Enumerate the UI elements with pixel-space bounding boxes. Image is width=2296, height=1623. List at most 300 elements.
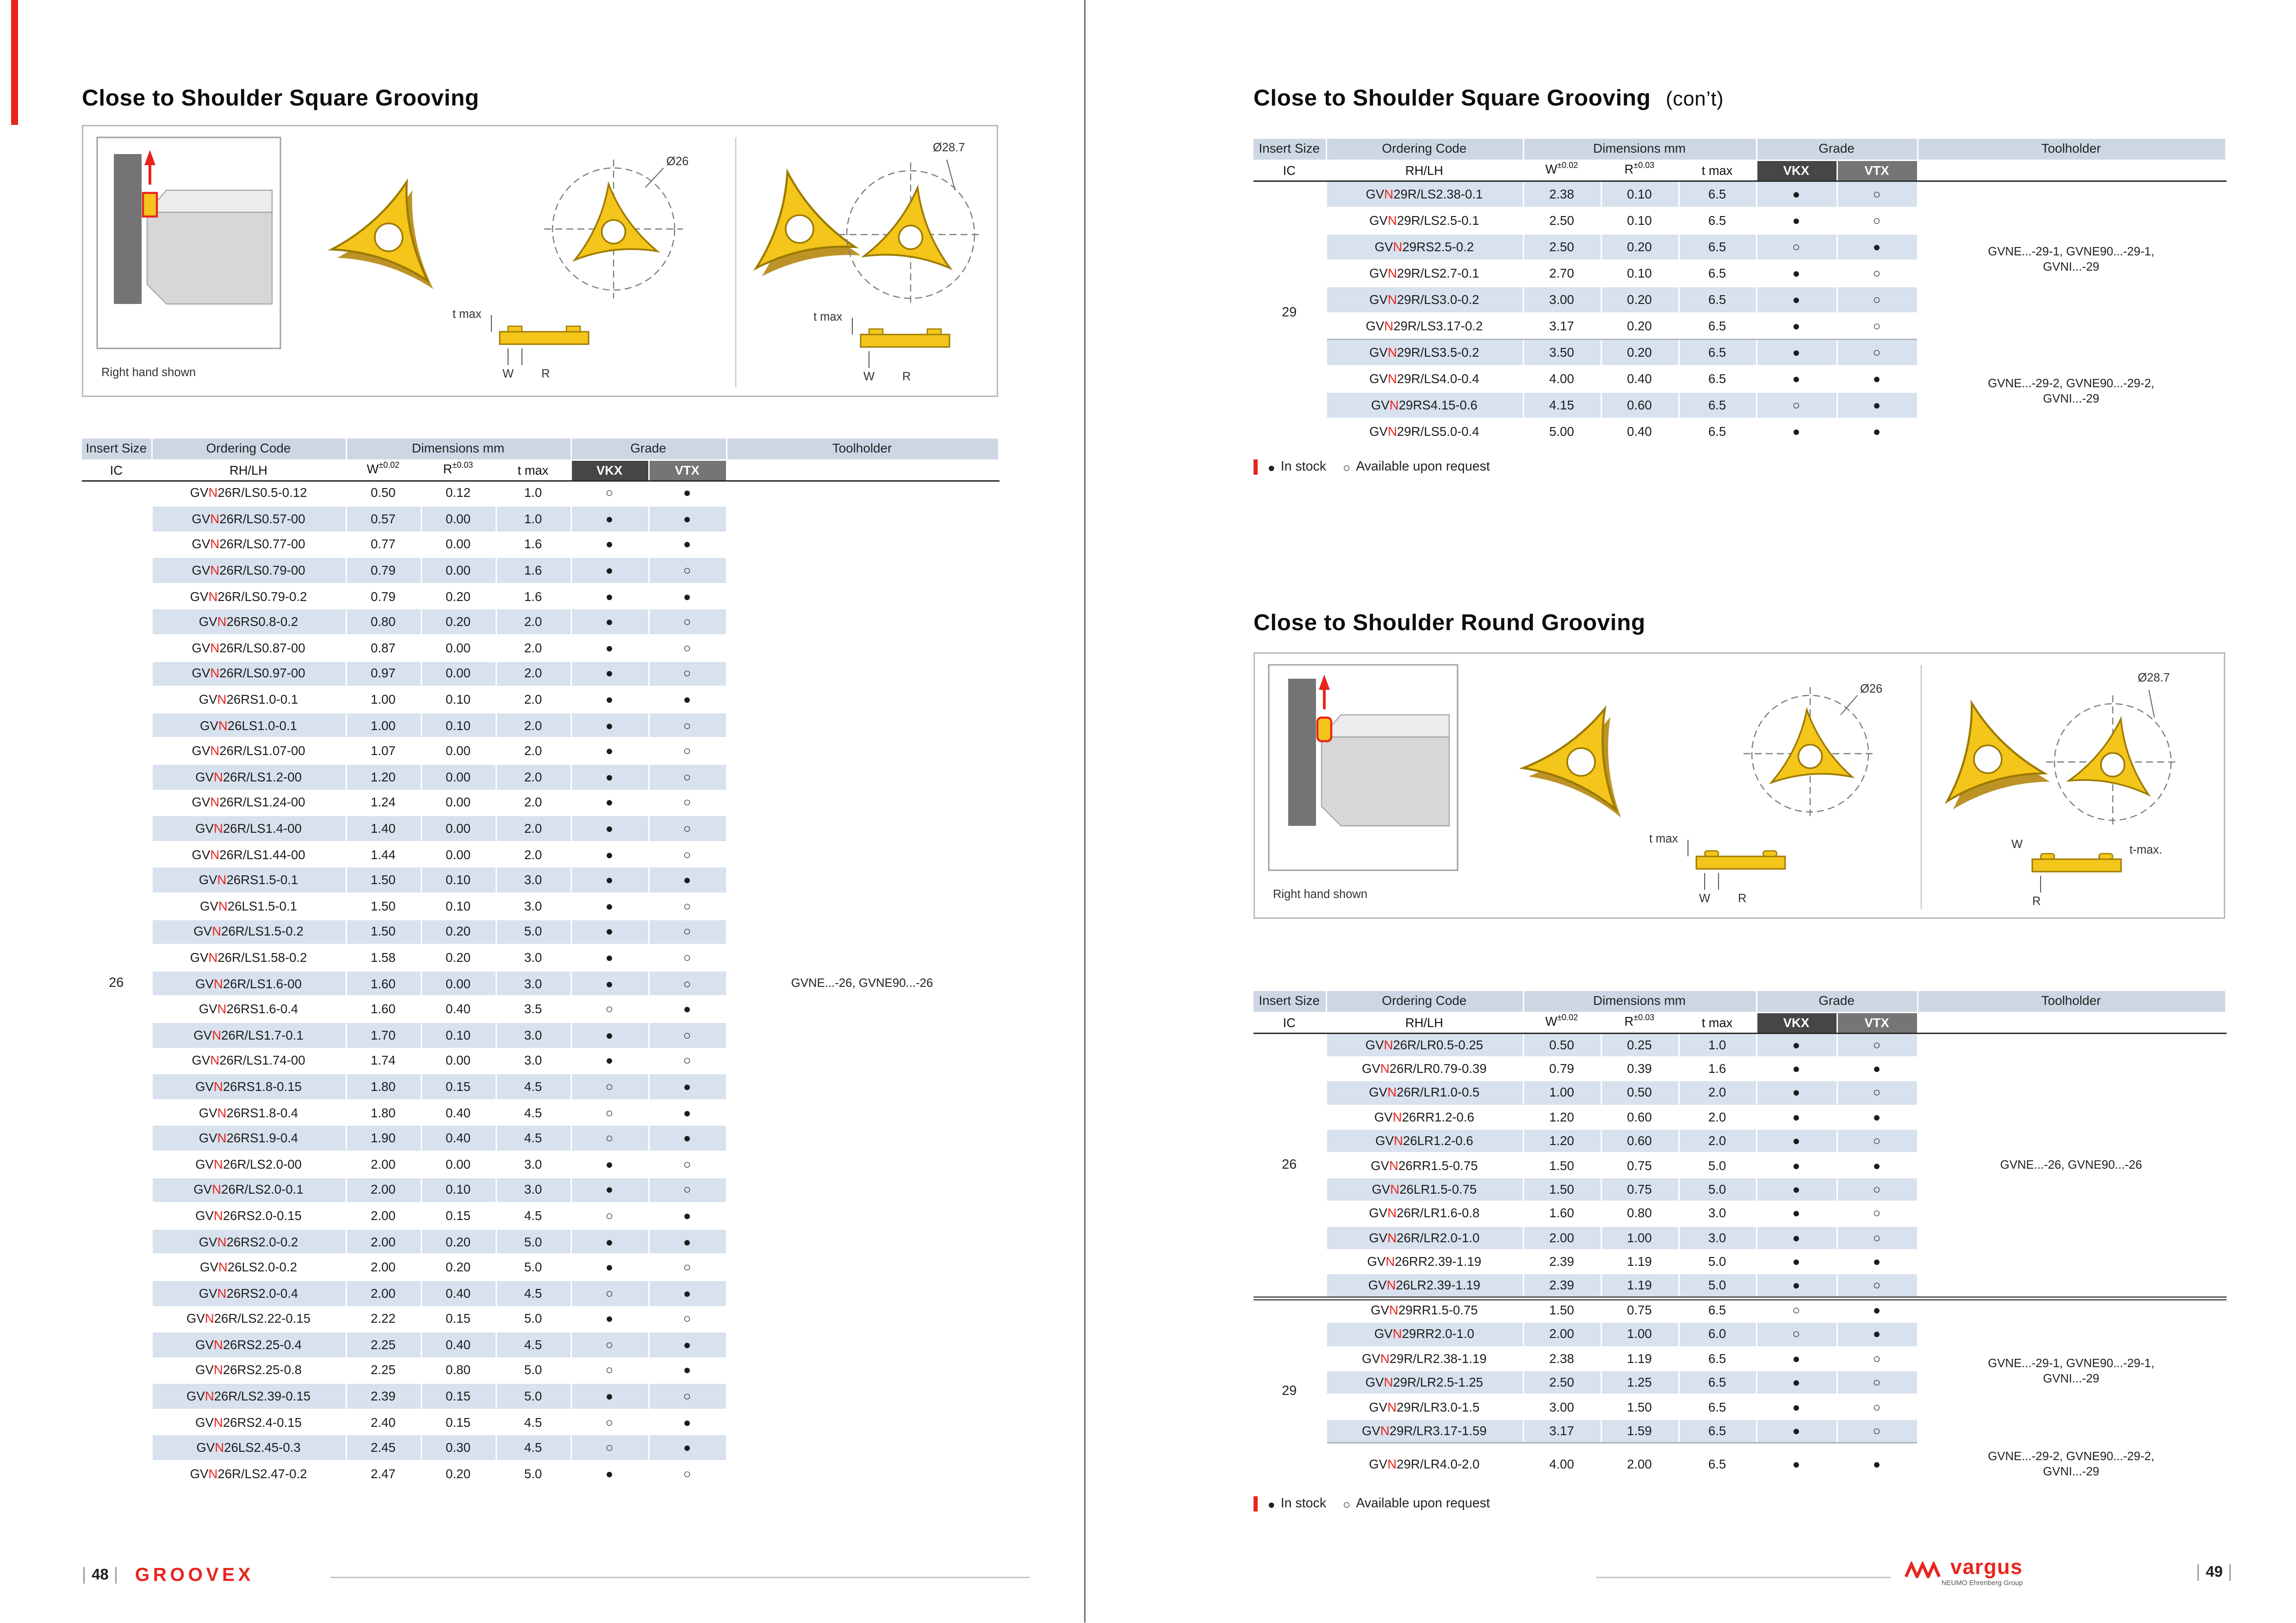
tmax-value-cell: 6.5 [1678, 233, 1756, 260]
vkx-grade-cell: ● [1756, 1274, 1837, 1298]
vkx-grade-cell: ● [1756, 1129, 1837, 1153]
tmax-value-cell: 6.5 [1678, 1370, 1756, 1394]
w-value-cell: 2.00 [1523, 1226, 1601, 1250]
table-header-row-1 [82, 439, 998, 459]
insert-front-view-large [2046, 671, 2179, 829]
tmax-value-cell: 2.0 [496, 738, 571, 764]
vkx-grade-cell: ○ [1756, 391, 1837, 418]
insert-front-view [544, 155, 689, 298]
col-grade: Grade [1756, 139, 1917, 160]
vkx-grade-cell: ● [571, 1048, 648, 1074]
col-insert-size: Insert Size [1253, 139, 1326, 160]
footer-rule-right [1596, 1577, 1891, 1578]
vkx-grade-cell: ● [1756, 1177, 1837, 1202]
r-value-cell: 0.20 [421, 919, 496, 945]
available-marker-icon: ○ [1343, 460, 1351, 474]
w-label: W [1699, 892, 1711, 905]
profile-view-large [813, 310, 949, 383]
w-value-cell: 0.97 [346, 661, 421, 687]
w-value-cell: 2.47 [346, 1461, 421, 1487]
w-value-cell: 1.90 [346, 1126, 421, 1152]
vtx-grade-cell: ● [648, 1074, 726, 1100]
vtx-grade-cell: ○ [1837, 1419, 1917, 1443]
col-tmax: t max [496, 459, 571, 480]
col-rhlh: RH/LH [1326, 160, 1523, 180]
vtx-grade-cell: ● [648, 1435, 726, 1461]
vtx-grade-cell: ● [648, 1358, 726, 1384]
vkx-grade-cell: ● [571, 609, 648, 635]
vkx-grade-cell: ○ [571, 1126, 648, 1152]
vtx-grade-cell: ○ [648, 816, 726, 842]
square-grooving-illustration [82, 125, 998, 397]
footer-divider-bar [2230, 1564, 2231, 1581]
r-value-cell: 0.40 [421, 1280, 496, 1306]
w-value-cell: 1.20 [346, 764, 421, 790]
ordering-code-cell: GVN29R/LR4.0-2.0 [1326, 1443, 1523, 1485]
w-value-cell: 3.00 [1523, 286, 1601, 312]
w-value-cell: 4.15 [1523, 391, 1601, 418]
ordering-code-cell: GVN26R/LS0.57-00 [151, 506, 346, 532]
r-value-cell: 0.10 [421, 1022, 496, 1048]
vkx-grade-cell: ● [571, 945, 648, 971]
ordering-code-cell: GVN26RR1.2-0.6 [1326, 1105, 1523, 1129]
ordering-code-cell: GVN29R/LR3.17-1.59 [1326, 1419, 1523, 1443]
col-vkx: VKX [1756, 160, 1837, 180]
technical-diagram-svg [1255, 654, 2227, 920]
w-value-cell: 1.50 [346, 919, 421, 945]
tmax-value-cell: 4.5 [496, 1100, 571, 1126]
r-value-cell: 0.15 [421, 1306, 496, 1332]
r-value-cell: 0.15 [421, 1203, 496, 1229]
r-value-cell: 0.20 [421, 583, 496, 609]
vtx-grade-cell: ○ [648, 1022, 726, 1048]
w-value-cell: 1.60 [346, 997, 421, 1022]
ordering-code-cell: GVN29RR2.0-1.0 [1326, 1322, 1523, 1346]
tmax-value-cell: 2.0 [496, 687, 571, 712]
w-value-cell: 1.20 [1523, 1129, 1601, 1153]
vkx-grade-cell: ● [1756, 1370, 1837, 1394]
col-toolholder-spacer [726, 459, 998, 480]
vtx-grade-cell: ○ [648, 764, 726, 790]
toolholder-cell: GVNE...-29-1, GVNE90...-29-1, GVNI...-29 [1917, 180, 2225, 339]
vkx-grade-cell: ● [571, 1306, 648, 1332]
vkx-grade-cell: ● [1756, 1395, 1837, 1419]
insert-3d-view-large [738, 161, 861, 276]
ordering-code-cell: GVN29R/LS2.7-0.1 [1326, 260, 1523, 286]
ordering-code-cell: GVN26R/LS2.47-0.2 [151, 1461, 346, 1487]
r-value-cell: 0.20 [421, 1254, 496, 1280]
vtx-grade-cell: ○ [648, 893, 726, 919]
r-value-cell: 0.15 [421, 1074, 496, 1100]
w-value-cell: 1.60 [346, 971, 421, 997]
footer-right [1905, 1557, 2023, 1588]
vkx-grade-cell: ○ [1756, 1322, 1837, 1346]
ordering-code-cell: GVN26LS2.45-0.3 [151, 1435, 346, 1461]
vtx-grade-cell: ○ [1837, 286, 1917, 312]
vtx-grade-cell: ○ [1837, 1346, 1917, 1370]
tmax-value-cell: 6.5 [1678, 1443, 1756, 1485]
r-value-cell: 0.39 [1601, 1057, 1678, 1081]
ordering-code-cell: GVN29RS4.15-0.6 [1326, 391, 1523, 418]
title-suffix: (con’t) [1666, 89, 1724, 111]
insert-3d-view-large [1923, 689, 2050, 810]
page-edge-accent [11, 0, 18, 125]
r-value-cell: 1.00 [1601, 1322, 1678, 1346]
vkx-grade-cell: ● [1756, 1105, 1837, 1129]
r-value-cell: 0.00 [421, 842, 496, 867]
vtx-grade-cell: ● [648, 583, 726, 609]
profile-view-large [2011, 838, 2162, 908]
insert-3d-view [332, 166, 460, 289]
vtx-grade-cell: ● [1837, 1322, 1917, 1346]
r-value-cell: 0.20 [1601, 339, 1678, 365]
w-value-cell: 1.80 [346, 1074, 421, 1100]
vtx-grade-cell: ● [1837, 1250, 1917, 1274]
col-ordering-code: Ordering Code [1326, 139, 1523, 160]
ordering-code-cell: GVN26R/LS0.77-00 [151, 532, 346, 558]
w-value-cell: 5.00 [1523, 418, 1601, 444]
vtx-grade-cell: ○ [1837, 1226, 1917, 1250]
tmax-value-cell: 1.6 [1678, 1057, 1756, 1081]
r-value-cell: 0.40 [1601, 365, 1678, 391]
r-value-cell: 0.10 [421, 893, 496, 919]
r-value-cell: 0.15 [421, 1383, 496, 1409]
vtx-grade-cell: ○ [1837, 1033, 1917, 1057]
ordering-code-cell: GVN26R/LS1.74-00 [151, 1048, 346, 1074]
r-value-cell: 0.00 [421, 764, 496, 790]
ordering-code-cell: GVN29RS2.5-0.2 [1326, 233, 1523, 260]
r-value-cell: 1.25 [1601, 1370, 1678, 1394]
footer-divider-bar [116, 1567, 117, 1583]
vtx-grade-cell: ○ [648, 1151, 726, 1177]
vkx-grade-cell: ● [571, 867, 648, 893]
tmax-value-cell: 5.0 [496, 1461, 571, 1487]
vtx-grade-cell: ○ [1837, 339, 1917, 365]
w-value-cell: 1.00 [1523, 1081, 1601, 1105]
w-value-cell: 1.44 [346, 842, 421, 867]
r-value-cell: 1.59 [1601, 1419, 1678, 1443]
diameter-label: Ø26 [666, 155, 689, 168]
r-value-cell: 1.19 [1601, 1274, 1678, 1298]
tmax-value-cell: 6.5 [1678, 391, 1756, 418]
w-value-cell: 1.50 [1523, 1177, 1601, 1202]
col-toolholder-spacer [1917, 160, 2225, 180]
round-grooving-table [1253, 991, 2226, 1485]
vkx-grade-cell: ● [1756, 365, 1837, 391]
r-value-cell: 1.19 [1601, 1250, 1678, 1274]
col-ordering-code: Ordering Code [1326, 991, 1523, 1012]
col-w: $W^{\pm 0.02}$ [1523, 1012, 1601, 1033]
square-grooving-cont-table [1253, 139, 2226, 445]
ordering-code-cell: GVN26R/LS1.7-0.1 [151, 1022, 346, 1048]
tmax-value-cell: 6.5 [1678, 339, 1756, 365]
tmax-value-cell: 5.0 [496, 1229, 571, 1255]
ordering-code-cell: GVN26RS2.4-0.15 [151, 1409, 346, 1435]
r-value-cell: 0.00 [421, 532, 496, 558]
vtx-grade-cell: ○ [1837, 260, 1917, 286]
ordering-code-cell: GVN26LR1.2-0.6 [1326, 1129, 1523, 1153]
w-value-cell: 0.80 [346, 609, 421, 635]
ordering-code-cell: GVN26R/LS2.0-00 [151, 1151, 346, 1177]
col-rhlh: RH/LH [1326, 1012, 1523, 1033]
tmax-value-cell: 6.5 [1678, 207, 1756, 233]
col-tmax: t max [1678, 160, 1756, 180]
groovex-logo: GROOVEX [135, 1564, 254, 1585]
vtx-grade-cell: ● [1837, 1298, 1917, 1322]
vkx-grade-cell: ○ [571, 1074, 648, 1100]
in-stock-marker-icon: ● [1267, 460, 1275, 474]
tmax-label-large: t max [813, 310, 843, 323]
vtx-grade-cell: ○ [1837, 1081, 1917, 1105]
col-tmax: t max [1678, 1012, 1756, 1033]
ordering-code-cell: GVN26LS1.5-0.1 [151, 893, 346, 919]
tmax-value-cell: 3.0 [496, 945, 571, 971]
table-header-row-2 [82, 459, 998, 480]
w-value-cell: 1.60 [1523, 1202, 1601, 1226]
vkx-grade-cell: ● [1756, 1202, 1837, 1226]
ordering-code-cell: GVN26R/LS1.2-00 [151, 764, 346, 790]
vkx-grade-cell: ● [571, 1461, 648, 1487]
vkx-grade-cell: ● [571, 635, 648, 661]
col-r: $R^{\pm 0.03}$ [421, 459, 496, 480]
w-value-cell: 2.39 [1523, 1250, 1601, 1274]
col-ic: IC [82, 459, 151, 480]
ordering-code-cell: GVN26R/LS2.22-0.15 [151, 1306, 346, 1332]
vkx-grade-cell: ● [571, 532, 648, 558]
r-value-cell: 0.60 [1601, 1105, 1678, 1129]
r-value-cell: 0.80 [1601, 1202, 1678, 1226]
tmax-value-cell: 3.0 [496, 1048, 571, 1074]
vtx-grade-cell: ● [648, 1332, 726, 1358]
vtx-grade-cell: ○ [1837, 1274, 1917, 1298]
ordering-code-cell: GVN26RS1.6-0.4 [151, 997, 346, 1022]
r-value-cell: 0.10 [421, 1177, 496, 1203]
w-value-cell: 0.50 [346, 480, 421, 506]
r-value-cell: 0.00 [421, 506, 496, 532]
toolholder-cell: GVNE...-29-1, GVNE90...-29-1, GVNI...-29 [1917, 1298, 2225, 1443]
w-value-cell: 1.24 [346, 790, 421, 816]
round-grooving-title [1253, 611, 1645, 637]
ordering-code-cell: GVN26RS1.8-0.15 [151, 1074, 346, 1100]
vtx-grade-cell: ● [1837, 1443, 1917, 1485]
r-value-cell: 0.20 [1601, 312, 1678, 339]
ordering-code-cell: GVN29R/LS2.5-0.1 [1326, 207, 1523, 233]
ordering-code-cell: GVN26RS2.25-0.8 [151, 1358, 346, 1384]
w-value-cell: 2.45 [346, 1435, 421, 1461]
vkx-grade-cell: ● [1756, 418, 1837, 444]
r-value-cell: 0.20 [421, 609, 496, 635]
vtx-grade-cell: ● [648, 1280, 726, 1306]
tmax-value-cell: 3.0 [496, 971, 571, 997]
r-value-cell: 0.25 [1601, 1033, 1678, 1057]
vkx-grade-cell: ○ [1756, 233, 1837, 260]
vtx-grade-cell: ○ [648, 1383, 726, 1409]
vkx-grade-cell: ● [571, 661, 648, 687]
vtx-grade-cell: ● [648, 506, 726, 532]
tmax-value-cell: 4.5 [496, 1332, 571, 1358]
w-value-cell: 2.38 [1523, 1346, 1601, 1370]
page-number-right: 49 [2206, 1564, 2223, 1581]
w-value-cell: 1.07 [346, 738, 421, 764]
ordering-code-cell: GVN26R/LS1.58-0.2 [151, 945, 346, 971]
vtx-grade-cell: ● [648, 1203, 726, 1229]
w-value-cell: 3.17 [1523, 312, 1601, 339]
r-value-cell: 1.00 [1601, 1226, 1678, 1250]
vkx-grade-cell: ● [571, 1022, 648, 1048]
tmax-label: t max [453, 308, 482, 321]
ordering-code-cell: GVN26LS2.0-0.2 [151, 1254, 346, 1280]
profile-view [1649, 832, 1785, 905]
w-value-cell: 4.00 [1523, 1443, 1601, 1485]
col-ic: IC [1253, 160, 1326, 180]
in-stock-marker-icon: ● [1267, 1497, 1275, 1511]
vtx-grade-cell: ● [1837, 233, 1917, 260]
ordering-code-cell: GVN26RS1.8-0.4 [151, 1100, 346, 1126]
r-label-large: R [902, 370, 911, 383]
table-header-row-2 [1253, 1012, 2225, 1033]
tmax-label-large: t-max. [2129, 843, 2162, 856]
w-value-cell: 2.00 [346, 1280, 421, 1306]
ordering-code-cell: GVN29RR1.5-0.75 [1326, 1298, 1523, 1322]
vtx-grade-cell: ● [1837, 418, 1917, 444]
w-value-cell: 1.50 [1523, 1298, 1601, 1322]
ordering-code-cell: GVN26RS2.0-0.4 [151, 1280, 346, 1306]
vtx-grade-cell: ● [648, 997, 726, 1022]
vtx-grade-cell: ○ [648, 635, 726, 661]
vkx-grade-cell: ○ [571, 997, 648, 1022]
ordering-code-cell: GVN26R/LS0.97-00 [151, 661, 346, 687]
vkx-grade-cell: ● [1756, 1226, 1837, 1250]
w-value-cell: 2.25 [346, 1358, 421, 1384]
w-value-cell: 2.00 [346, 1229, 421, 1255]
tmax-value-cell: 2.0 [496, 842, 571, 867]
stock-legend [1253, 1496, 1490, 1511]
vkx-grade-cell: ● [1756, 1419, 1837, 1443]
r-value-cell: 0.50 [1601, 1081, 1678, 1105]
footer-page-right [2191, 1564, 2238, 1581]
r-value-cell: 0.40 [421, 1126, 496, 1152]
w-value-cell: 2.70 [1523, 260, 1601, 286]
col-vtx: VTX [1837, 1012, 1917, 1033]
w-value-cell: 2.00 [346, 1151, 421, 1177]
tmax-value-cell: 2.0 [496, 816, 571, 842]
tmax-value-cell: 6.5 [1678, 312, 1756, 339]
vkx-grade-cell: ○ [1756, 1298, 1837, 1322]
insert-size-cell: 26 [82, 480, 151, 1487]
tmax-value-cell: 3.0 [496, 1022, 571, 1048]
vtx-grade-cell: ● [648, 1126, 726, 1152]
r-label: R [1738, 892, 1747, 905]
profile-view [453, 308, 589, 380]
diameter-label: Ø26 [1860, 682, 1883, 695]
diameter-label-large: Ø28.7 [933, 141, 965, 154]
vkx-grade-cell: ● [1756, 180, 1837, 207]
page-number-left: 48 [92, 1566, 109, 1583]
title-text: Close to Shoulder Square Grooving [82, 86, 479, 111]
w-value-cell: 0.87 [346, 635, 421, 661]
vkx-grade-cell: ○ [571, 1280, 648, 1306]
vkx-grade-cell: ● [1756, 1250, 1837, 1274]
available-label: Available upon request [1356, 1496, 1490, 1511]
vkx-grade-cell: ● [571, 764, 648, 790]
ordering-code-cell: GVN26R/LS0.79-00 [151, 558, 346, 583]
ordering-code-cell: GVN26RR2.39-1.19 [1326, 1250, 1523, 1274]
r-value-cell: 0.80 [421, 1358, 496, 1384]
vkx-grade-cell: ○ [571, 1435, 648, 1461]
col-w: $W^{\pm 0.02}$ [346, 459, 421, 480]
vkx-grade-cell: ○ [571, 1100, 648, 1126]
vkx-grade-cell: ● [571, 893, 648, 919]
insert-size-cell: 29 [1253, 1298, 1326, 1485]
vtx-grade-cell: ○ [648, 1254, 726, 1280]
w-value-cell: 4.00 [1523, 365, 1601, 391]
tmax-value-cell: 1.6 [496, 558, 571, 583]
vkx-grade-cell: ● [571, 583, 648, 609]
ordering-code-cell: GVN26LR2.39-1.19 [1326, 1274, 1523, 1298]
in-stock-label: In stock [1280, 459, 1327, 475]
tmax-value-cell: 4.5 [496, 1435, 571, 1461]
col-insert-size: Insert Size [82, 439, 151, 459]
r-value-cell: 0.10 [1601, 207, 1678, 233]
insert-3d-view [1523, 688, 1657, 817]
ordering-code-cell: GVN29R/LS5.0-0.4 [1326, 418, 1523, 444]
toolholder-cell: GVNE...-26, GVNE90...-26 [726, 480, 998, 1487]
ordering-code-cell: GVN26R/LS1.4-00 [151, 816, 346, 842]
ordering-code-cell: GVN26RS1.9-0.4 [151, 1126, 346, 1152]
col-r: $R^{\pm 0.03}$ [1601, 1012, 1678, 1033]
ordering-code-cell: GVN26RS1.5-0.1 [151, 867, 346, 893]
tmax-value-cell: 5.0 [496, 1358, 571, 1384]
col-w: $W^{\pm 0.02}$ [1523, 160, 1601, 180]
tmax-value-cell: 4.5 [496, 1280, 571, 1306]
table-header-row-1 [1253, 139, 2225, 160]
tmax-value-cell: 1.6 [496, 532, 571, 558]
w-value-cell: 1.20 [1523, 1105, 1601, 1129]
tmax-value-cell: 2.0 [496, 609, 571, 635]
tmax-value-cell: 5.0 [1678, 1153, 1756, 1177]
vkx-grade-cell: ● [571, 1383, 648, 1409]
vkx-grade-cell: ● [1756, 1033, 1837, 1057]
ordering-code-cell: GVN26RS2.0-0.2 [151, 1229, 346, 1255]
tmax-value-cell: 2.0 [1678, 1129, 1756, 1153]
vtx-grade-cell: ○ [1837, 180, 1917, 207]
tmax-label: t max [1649, 832, 1678, 845]
legend-accent-bar [1253, 1496, 1258, 1511]
vkx-grade-cell: ● [1756, 339, 1837, 365]
ordering-code-cell: GVN26R/LR0.79-0.39 [1326, 1057, 1523, 1081]
w-value-cell: 1.50 [1523, 1153, 1601, 1177]
r-value-cell: 0.40 [421, 997, 496, 1022]
ordering-code-cell: GVN29R/LS4.0-0.4 [1326, 365, 1523, 391]
tmax-value-cell: 3.0 [496, 893, 571, 919]
ordering-code-cell: GVN26RR1.5-0.75 [1326, 1153, 1523, 1177]
w-value-cell: 2.22 [346, 1306, 421, 1332]
w-value-cell: 1.50 [346, 867, 421, 893]
ordering-code-cell: GVN26R/LR2.0-1.0 [1326, 1226, 1523, 1250]
r-value-cell: 0.00 [421, 1048, 496, 1074]
w-value-cell: 1.80 [346, 1100, 421, 1126]
col-insert-size: Insert Size [1253, 991, 1326, 1012]
vkx-grade-cell: ● [571, 1151, 648, 1177]
w-value-cell: 0.77 [346, 532, 421, 558]
vtx-grade-cell: ○ [648, 842, 726, 867]
w-value-cell: 2.38 [1523, 180, 1601, 207]
r-value-cell: 0.00 [421, 1151, 496, 1177]
table-header-row-2 [1253, 160, 2225, 180]
vargus-subtitle: NEUMO Ehrenberg Group [1941, 1580, 2023, 1588]
col-dimensions: Dimensions mm [346, 439, 571, 459]
tmax-value-cell: 4.5 [496, 1074, 571, 1100]
